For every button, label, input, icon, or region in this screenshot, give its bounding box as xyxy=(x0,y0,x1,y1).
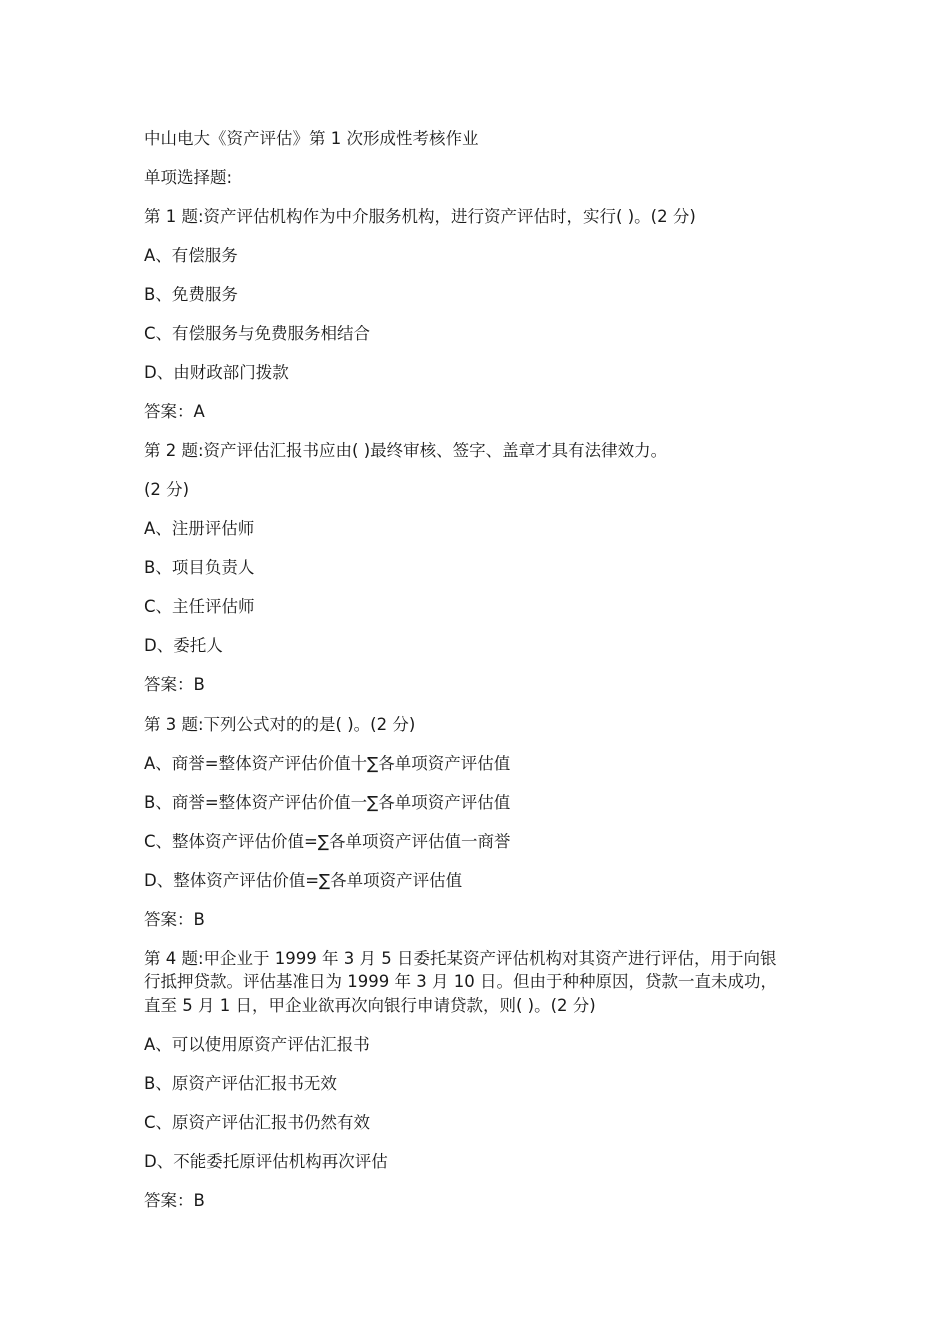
question-4-stem-line-3: 直至 5 月 1 日，甲企业欲再次向银行申请贷款，则( )。(2 分) xyxy=(144,996,596,1015)
section-heading: 单项选择题: xyxy=(144,168,233,187)
question-3-option-b: B、商誉=整体资产评估价值一∑各单项资产评估值 xyxy=(144,793,511,812)
question-1-option-d: D、由财政部门拨款 xyxy=(144,363,289,382)
question-4-stem-line-2: 行抵押贷款。评估基准日为 1999 年 3 月 10 日。但由于种种原因，贷款一直未成功， xyxy=(144,972,777,991)
question-2-stem: 第 2 题:资产评估汇报书应由( )最终审核、签字、盖章才具有法律效力。 xyxy=(144,441,668,460)
question-4-option-a: A、可以使用原资产评估汇报书 xyxy=(144,1035,370,1054)
question-1-option-b: B、免费服务 xyxy=(144,285,238,304)
question-4-stem-line-1: 第 4 题:甲企业于 1999 年 3 月 5 日委托某资产评估机构对其资产进行评估，用于向银 xyxy=(144,949,777,968)
question-4-answer: 答案：B xyxy=(144,1191,205,1210)
question-3-stem: 第 3 题:下列公式对的的是( )。(2 分) xyxy=(144,715,416,734)
question-4-option-b: B、原资产评估汇报书无效 xyxy=(144,1074,337,1093)
question-3-answer: 答案：B xyxy=(144,910,205,929)
question-3-option-d: D、整体资产评估价值=∑各单项资产评估值 xyxy=(144,871,463,890)
question-1-stem: 第 1 题:资产评估机构作为中介服务机构，进行资产评估时，实行( )。(2 分) xyxy=(144,207,696,226)
question-3-option-c: C、整体资产评估价值=∑各单项资产评估值一商誉 xyxy=(144,832,511,851)
question-1-answer: 答案：A xyxy=(144,402,205,421)
question-1-option-c: C、有偿服务与免费服务相结合 xyxy=(144,324,371,343)
question-1-option-a: A、有偿服务 xyxy=(144,246,238,265)
question-2-option-c: C、主任评估师 xyxy=(144,597,255,616)
question-4-option-c: C、原资产评估汇报书仍然有效 xyxy=(144,1113,371,1132)
question-2-option-b: B、项目负责人 xyxy=(144,558,255,577)
question-2-option-a: A、注册评估师 xyxy=(144,519,255,538)
question-3-option-a: A、商誉=整体资产评估价值十∑各单项资产评估值 xyxy=(144,754,511,773)
document-title: 中山电大《资产评估》第 1 次形成性考核作业 xyxy=(144,129,479,148)
question-4-option-d: D、不能委托原评估机构再次评估 xyxy=(144,1152,388,1171)
question-2-stem-cont: (2 分) xyxy=(144,480,190,499)
question-2-option-d: D、委托人 xyxy=(144,636,223,655)
question-2-answer: 答案：B xyxy=(144,675,205,694)
